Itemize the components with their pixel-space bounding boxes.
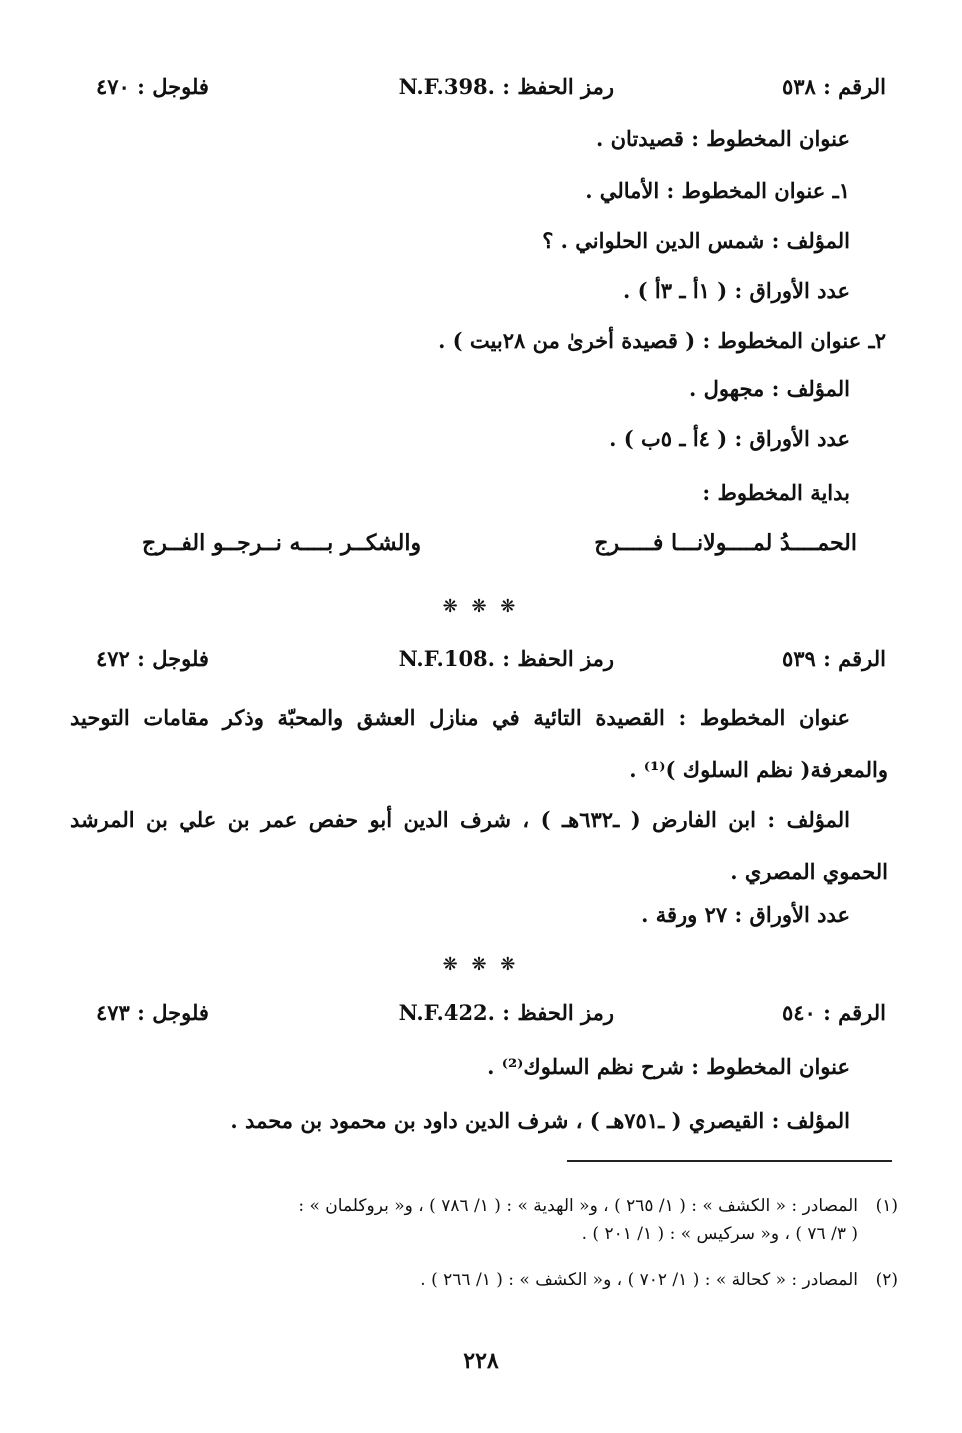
footnote-text: المصادر : « كحالة » : ( ١/ ٧٠٢ ) ، و« الكشف » : ( ١/ ٢٦٦ ) . (420, 1270, 858, 1290)
shelfmark: رمز الحفظ : .N.F.422 (398, 1000, 614, 1025)
verse-first-hemistich: الحمــــدُ لمــــولانـــا فـــــرج (594, 530, 857, 556)
entry-538-header (0, 74, 962, 114)
flugel-number: فلوجل : ٤٧٣ (96, 1000, 209, 1025)
footnote-rule (567, 1160, 892, 1162)
manuscript-author: المؤلف : القيصري ( ـ٧٥١هـ ) ، شرف الدين داود بن محمود بن محمد . (230, 1108, 850, 1133)
item1-folios: عدد الأوراق : ( ١أ ـ ٣أ ) . (623, 278, 850, 303)
footnote-number: (٢) (875, 1270, 898, 1290)
separator: ❋ ❋ ❋ (442, 954, 520, 975)
footnote-2 (60, 1266, 898, 1294)
entry-number: الرقم : ٥٤٠ (781, 1000, 886, 1025)
item1-author: المؤلف : شمس الدين الحلواني . ؟ (542, 228, 850, 253)
manuscript-author: المؤلف : ابن الفارض ( ـ٦٣٢هـ ) ، شرف الدين أبو حفص عمر بن علي بن المرشد الحموي المصري . (70, 807, 888, 884)
manuscript-title: عنوان المخطوط : شرح نظم السلوك⁽²⁾ . (487, 1054, 850, 1079)
incipit-verse (100, 530, 862, 570)
manuscript-title: عنوان المخطوط : القصيدة التائية في منازل العشق والمحبّة وذكر مقامات التوحيد والمعرفة( نظم السلوك )⁽¹⁾ . (70, 705, 888, 782)
footnote-number: (١) (875, 1196, 898, 1216)
footnote-text-cont: ( ٣/ ٧٦ ) ، و« سركيس » : ( ١/ ٢٠١ ) . (581, 1224, 858, 1244)
item2-title: ٢ـ عنوان المخطوط : ( قصيدة أخرىٰ من ٢٨بيت ) . (438, 328, 886, 353)
entry-539-header (0, 646, 962, 686)
entry-number: الرقم : ٥٣٨ (781, 74, 886, 99)
page-number: ٢٢٨ (463, 1348, 499, 1374)
shelfmark: رمز الحفظ : .N.F.108 (398, 646, 614, 671)
entry-540-header (0, 1000, 962, 1040)
flugel-number: فلوجل : ٤٧٠ (96, 74, 209, 99)
entry-number: الرقم : ٥٣٩ (781, 646, 886, 671)
item1-title: ١ـ عنوان المخطوط : الأمالي . (585, 178, 850, 203)
flugel-number: فلوجل : ٤٧٢ (96, 646, 209, 671)
shelfmark: رمز الحفظ : .N.F.398 (398, 74, 614, 99)
incipit-label: بداية المخطوط : (702, 480, 850, 505)
footnote-text: المصادر : « الكشف » : ( ١/ ٢٦٥ ) ، و« الهدية » : ( ١/ ٧٨٦ ) ، و« بروكلمان » : (298, 1196, 858, 1216)
verse-second-hemistich: والشكــر بــــه نــرجــو الفــرج (142, 530, 422, 556)
separator: ❋ ❋ ❋ (442, 596, 520, 617)
item2-folios: عدد الأوراق : ( ٤أ ـ ٥ب ) . (609, 426, 850, 451)
manuscript-folios: عدد الأوراق : ٢٧ ورقة . (641, 902, 850, 927)
manuscript-title: عنوان المخطوط : قصيدتان . (596, 126, 850, 151)
footnote-1 (60, 1192, 898, 1248)
item2-author: المؤلف : مجهول . (689, 376, 850, 401)
